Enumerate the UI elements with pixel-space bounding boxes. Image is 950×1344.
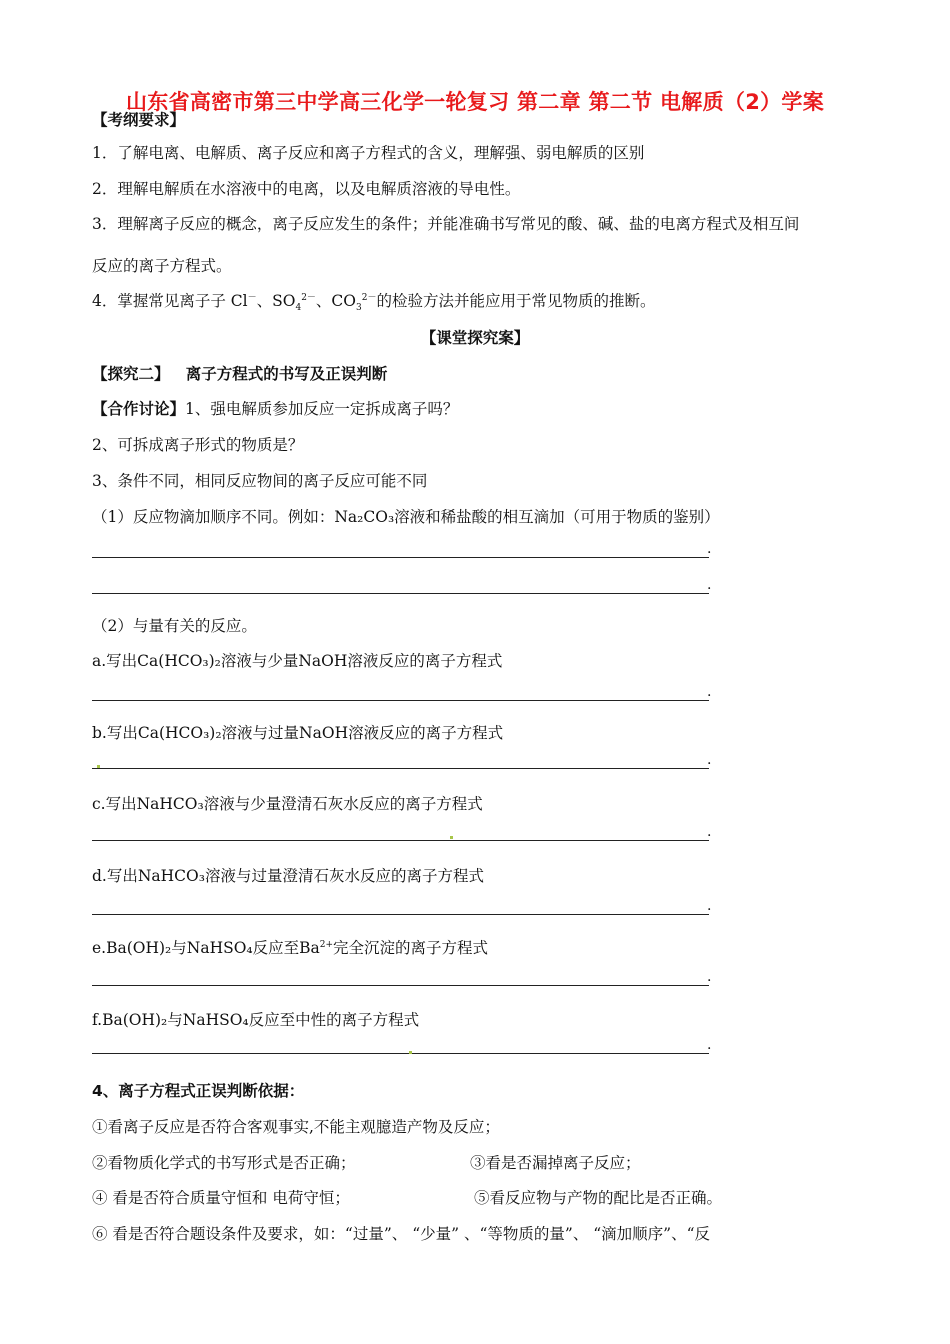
answer-line-1a[interactable] <box>92 557 709 558</box>
tanjiu-title: 离子方程式的书写及正误判断 <box>185 365 388 383</box>
answer-dot: . <box>707 541 712 557</box>
question-e <box>92 936 488 958</box>
judge-rule-5: ⑤看反应物与产物的配比是否正确。 <box>474 1189 723 1207</box>
answer-line-c[interactable] <box>92 840 709 841</box>
answer-line-1b[interactable] <box>92 593 709 594</box>
judge-rule-1: ①看离子反应是否符合客观事实,不能主观臆造产物及反应； <box>92 1118 500 1136</box>
question-1: 1、强电解质参加反应一定拆成离子吗？ <box>185 400 459 418</box>
tanjiu-label: 【探究二】 <box>92 365 170 383</box>
judge-rule-4: ④ 看是否符合质量守恒和 电荷守恒； <box>92 1189 350 1207</box>
so4-text: 、SO <box>256 292 296 310</box>
ketang-heading: 【课堂探究案】 <box>420 329 530 347</box>
question-e-prefix: e.Ba(OH)₂与NaHSO₄反应至Ba <box>92 939 320 957</box>
so4-subscript: 4 <box>295 303 302 314</box>
answer-dot: . <box>707 577 712 593</box>
answer-line-e[interactable] <box>92 985 709 986</box>
co3-text: 、CO <box>315 292 356 310</box>
sub-question-2: （2）与量有关的反应。 <box>92 617 257 635</box>
kaogang-item-3-cont: 反应的离子方程式。 <box>92 257 232 275</box>
kaogang-heading: 【考纲要求】 <box>92 111 186 129</box>
answer-line-f[interactable] <box>92 1053 709 1054</box>
question-b: b.写出Ca(HCO₃)₂溶液与过量NaOH溶液反应的离子方程式 <box>92 724 504 742</box>
scan-mark <box>97 765 100 768</box>
hezuo-line <box>92 397 458 419</box>
judge-rule-6: ⑥ 看是否符合题设条件及要求，如：“过量”、 “少量” 、“等物质的量”、 “滴加顺序”、“反 <box>92 1225 711 1243</box>
tanjiu-heading <box>92 362 387 384</box>
kaogang-item-1: 1．了解电离、电解质、离子反应和离子方程式的含义，理解强、弱电解质的区别 <box>92 144 645 162</box>
kaogang-item-4 <box>92 289 655 313</box>
answer-line-b[interactable] <box>92 768 709 769</box>
judge-heading: 4、离子方程式正误判断依据： <box>92 1082 305 1100</box>
question-c: c.写出NaHCO₃溶液与少量澄清石灰水反应的离子方程式 <box>92 795 483 813</box>
question-2: 2、可拆成离子形式的物质是？ <box>92 436 304 454</box>
so4-charge: 2－ <box>301 292 316 303</box>
answer-dot: . <box>707 684 712 700</box>
page-title: 山东省高密市第三中学高三化学一轮复习 第二章 第二节 电解质（2）学案 <box>125 90 825 114</box>
answer-dot: . <box>707 824 712 840</box>
answer-dot: . <box>707 1037 712 1053</box>
question-d: d.写出NaHCO₃溶液与过量澄清石灰水反应的离子方程式 <box>92 867 484 885</box>
question-f: f.Ba(OH)₂与NaHSO₄反应至中性的离子方程式 <box>92 1011 420 1029</box>
answer-dot: . <box>707 752 712 768</box>
hezuo-label: 【合作讨论】 <box>92 400 186 418</box>
sub-question-1: （1）反应物滴加顺序不同。例如：Na₂CO₃溶液和稀盐酸的相互滴加（可用于物质的鉴别） <box>92 508 720 526</box>
answer-dot: . <box>707 898 712 914</box>
scan-mark <box>409 1051 412 1054</box>
judge-rule-2: ②看物质化学式的书写形式是否正确； <box>92 1154 356 1172</box>
judge-rule-3: ③看是否漏掉离子反应； <box>470 1154 641 1172</box>
ba-charge: 2+ <box>319 939 334 950</box>
cl-charge: － <box>247 292 257 303</box>
scan-mark <box>450 836 453 839</box>
answer-line-d[interactable] <box>92 914 709 915</box>
item4-prefix: 4．掌握常见离子子 Cl <box>92 292 248 310</box>
item4-suffix: 的检验方法并能应用于常见物质的推断。 <box>376 292 656 310</box>
answer-dot: . <box>707 969 712 985</box>
kaogang-item-2: 2．理解电解质在水溶液中的电离，以及电解质溶液的导电性。 <box>92 180 521 198</box>
question-3: 3、条件不同，相同反应物间的离子反应可能不同 <box>92 472 428 490</box>
answer-line-a[interactable] <box>92 700 709 701</box>
question-e-suffix: 完全沉淀的离子方程式 <box>333 939 489 957</box>
kaogang-item-3: 3．理解离子反应的概念，离子反应发生的条件；并能准确书写常见的酸、碱、盐的电离方程式及相互间 <box>92 215 800 233</box>
co3-subscript: 3 <box>356 303 362 314</box>
question-a: a.写出Ca(HCO₃)₂溶液与少量NaOH溶液反应的离子方程式 <box>92 652 503 670</box>
co3-charge: 2－ <box>361 292 377 303</box>
